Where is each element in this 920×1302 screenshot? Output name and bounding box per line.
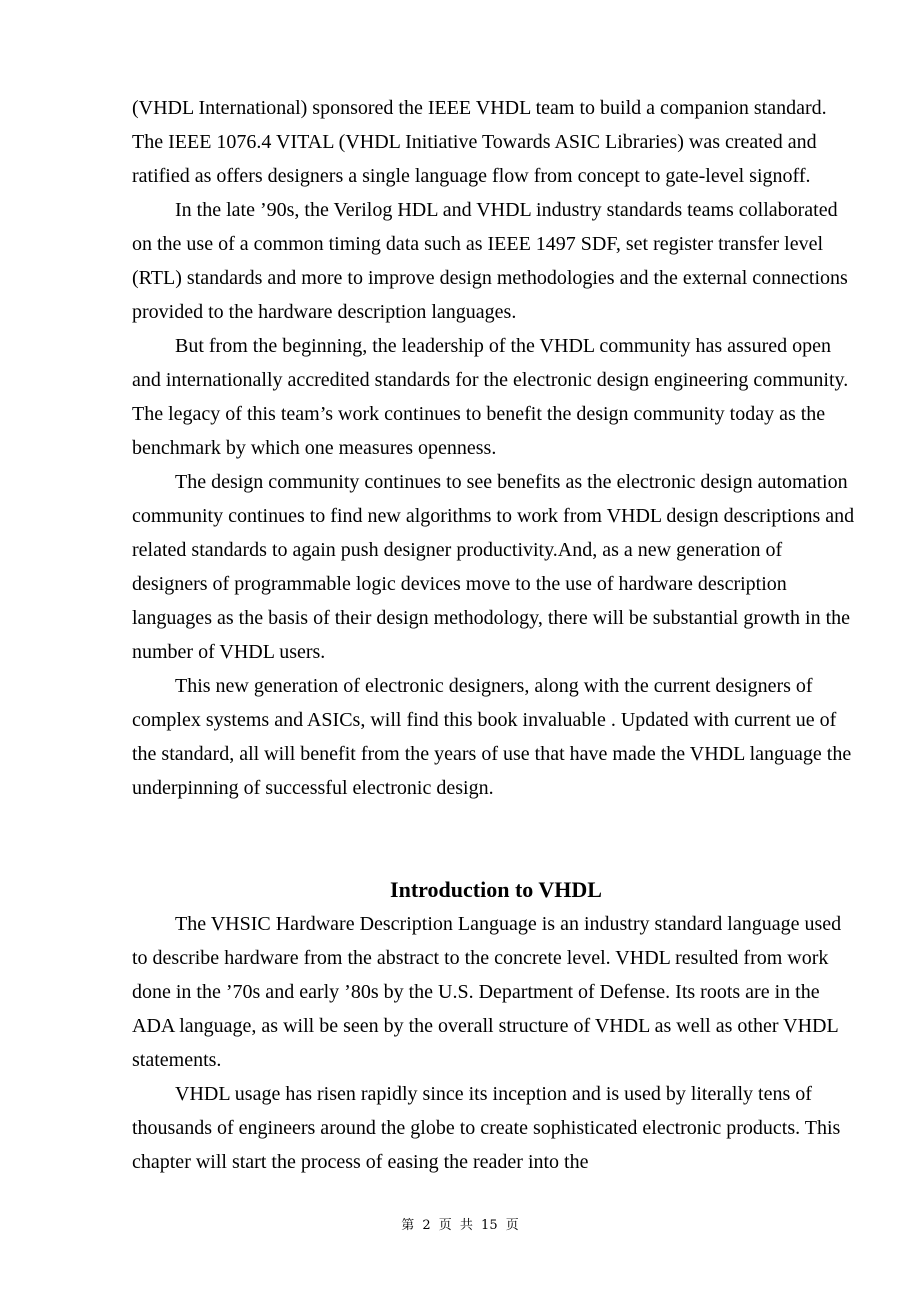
paragraph: VHDL usage has risen rapidly since its inception and is used by literally tens of thousands of engineers around the globe to create sophisticated electronic products. This chapter will start the process of easing the reader into the	[132, 1083, 841, 1173]
paragraph: The VHSIC Hardware Description Language is an industry standard language used to describe hardware from the abstract to the concrete level. VHDL resulted from work done in the ’70s and early ’80s by the U.S. Department of Defense. Its roots are in the ADA language, as will be seen by the overall structure of VHDL as well as other VHDL statements.	[132, 913, 842, 1071]
paragraph: The design community continues to see benefits as the electronic design automation community continues to find new algorithms to work from VHDL design descriptions and related standards to again push designer productivity.And, as a new generation of designers of programmable logic devices move to the use of hardware description languages as the basis of their design methodology, there will be substantial growth in the number of VHDL users.	[132, 471, 855, 663]
section-spacer	[132, 805, 860, 873]
body-text	[132, 91, 860, 1179]
paragraph: In the late ’90s, the Verilog HDL and VHDL industry standards teams collaborated on the use of a common timing data such as IEEE 1497 SDF, set register transfer level (RTL) standards and more to improve design methodologies and the external connections provided to the hardware description languages.	[132, 199, 848, 323]
paragraph: But from the beginning, the leadership of the VHDL community has assured open and internationally accredited standards for the electronic design engineering community. The legacy of this team’s work continues to benefit the design community today as the benchmark by which one measures openness.	[132, 335, 849, 459]
paragraph-continuation: (VHDL International) sponsored the IEEE VHDL team to build a companion standard. The IEEE 1076.4 VITAL (VHDL Initiative Towards ASIC Libraries) was created and ratified as offers designers a single language flow from concept to gate-level signoff.	[132, 97, 827, 187]
page-footer: 第 2 页 共 15 页	[401, 1218, 519, 1233]
paragraph: This new generation of electronic designers, along with the current designers of complex systems and ASICs, will find this book invaluable . Updated with current ue of the standard, all will benefit from the years of use that have made the VHDL language the underpinning of successful electronic design.	[132, 675, 852, 799]
section-heading: Introduction to VHDL	[390, 877, 602, 902]
